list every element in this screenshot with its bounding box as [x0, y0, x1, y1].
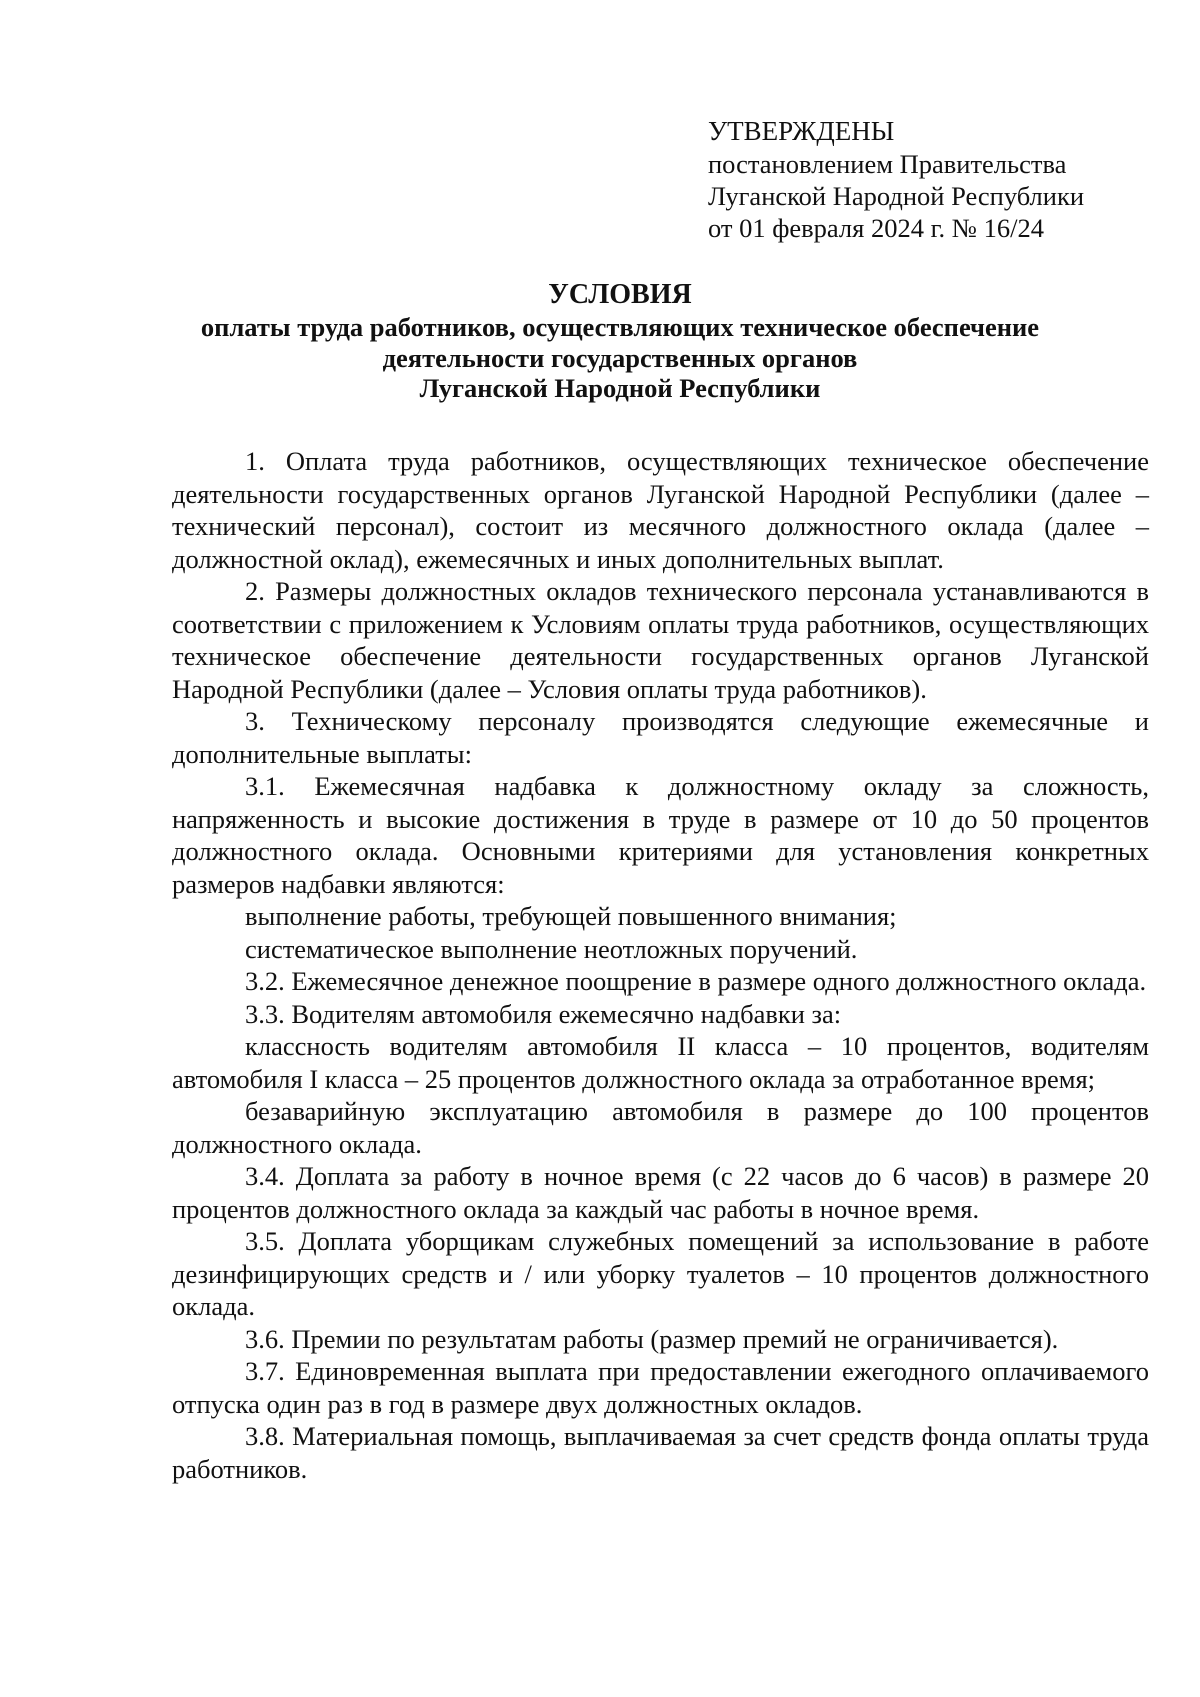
paragraph-3-5: 3.5. Доплата уборщикам служебных помещений за использование в работе дезинфицирующих средств и / или уборку туалетов – 10 процентов должностного оклада. [172, 1226, 1149, 1321]
paragraph-criterion-2: систематическое выполнение неотложных поручений. [245, 933, 858, 964]
document-heading [150, 278, 1090, 404]
paragraph-3-2: 3.2. Ежемесячное денежное поощрение в размере одного должностного оклада. [245, 966, 1147, 996]
paragraph-2: 2. Размеры должностных окладов технического персонала устанавливаются в соответствии с приложением к Условиям оплаты труда работников, осуществляющих техническое обеспечение деятельности государственных органов Луганской Народной Республики (далее – Условия оплаты труда работников). [172, 576, 1149, 704]
approval-line-2: Луганской Народной Республики [708, 181, 1085, 211]
approval-block [708, 114, 1084, 244]
heading-line-2: деятельности государственных органов [382, 342, 858, 373]
paragraph-3-1: 3.1. Ежемесячная надбавка к должностному окладу за сложность, напряженность и высокие достижения в труде в размере от 10 до 50 процентов должностного оклада. Основными критериями для установления конкретных размеров надбавки являются: [172, 771, 1149, 899]
paragraph-1: 1. Оплата труда работников, осуществляющих техническое обеспечение деятельности государственных органов Луганской Народной Республики (далее – технический персонал), состоит из месячного должностного оклада (далее – должностной оклад), ежемесячных и иных дополнительных выплат. [172, 446, 1149, 574]
paragraph-3: 3. Техническому персоналу производятся следующие ежемесячные и дополнительные выплаты: [172, 706, 1149, 769]
approval-line-1: постановлением Правительства [708, 149, 1067, 179]
approval-line-3: от 01 февраля 2024 г. № 16/24 [708, 213, 1044, 243]
paragraph-3-6: 3.6. Премии по результатам работы (размер премий не ограничивается). [245, 1323, 1059, 1354]
paragraph-3-7: 3.7. Единовременная выплата при предоставлении ежегодного оплачиваемого отпуска один раз в год в размере двух должностных окладов. [172, 1356, 1149, 1419]
document-body [172, 445, 1149, 1485]
heading-line-3: Луганской Народной Республики [419, 373, 821, 403]
approval-title: УТВЕРЖДЕНЫ [708, 116, 895, 146]
heading-title: УСЛОВИЯ [548, 279, 692, 310]
paragraph-3-3: 3.3. Водителям автомобиля ежемесячно надбавки за: [245, 998, 842, 1029]
paragraph-accident-free-bonus: безаварийную эксплуатацию автомобиля в размере до 100 процентов должностного оклада. [172, 1096, 1149, 1159]
paragraph-criterion-1: выполнение работы, требующей повышенного внимания; [245, 901, 897, 931]
paragraph-3-8: 3.8. Материальная помощь, выплачиваемая за счет средств фонда оплаты труда работников. [172, 1421, 1149, 1484]
paragraph-3-4: 3.4. Доплата за работу в ночное время (с 22 часов до 6 часов) в размере 20 процентов должностного оклада за каждый час работы в ночное время. [172, 1161, 1149, 1224]
paragraph-class-bonus: классность водителям автомобиля II класса – 10 процентов, водителям автомобиля I класса – 25 процентов должностного оклада за отработанное время; [172, 1031, 1149, 1094]
heading-line-1: оплаты труда работников, осуществляющих техническое обеспечение [200, 312, 1040, 342]
